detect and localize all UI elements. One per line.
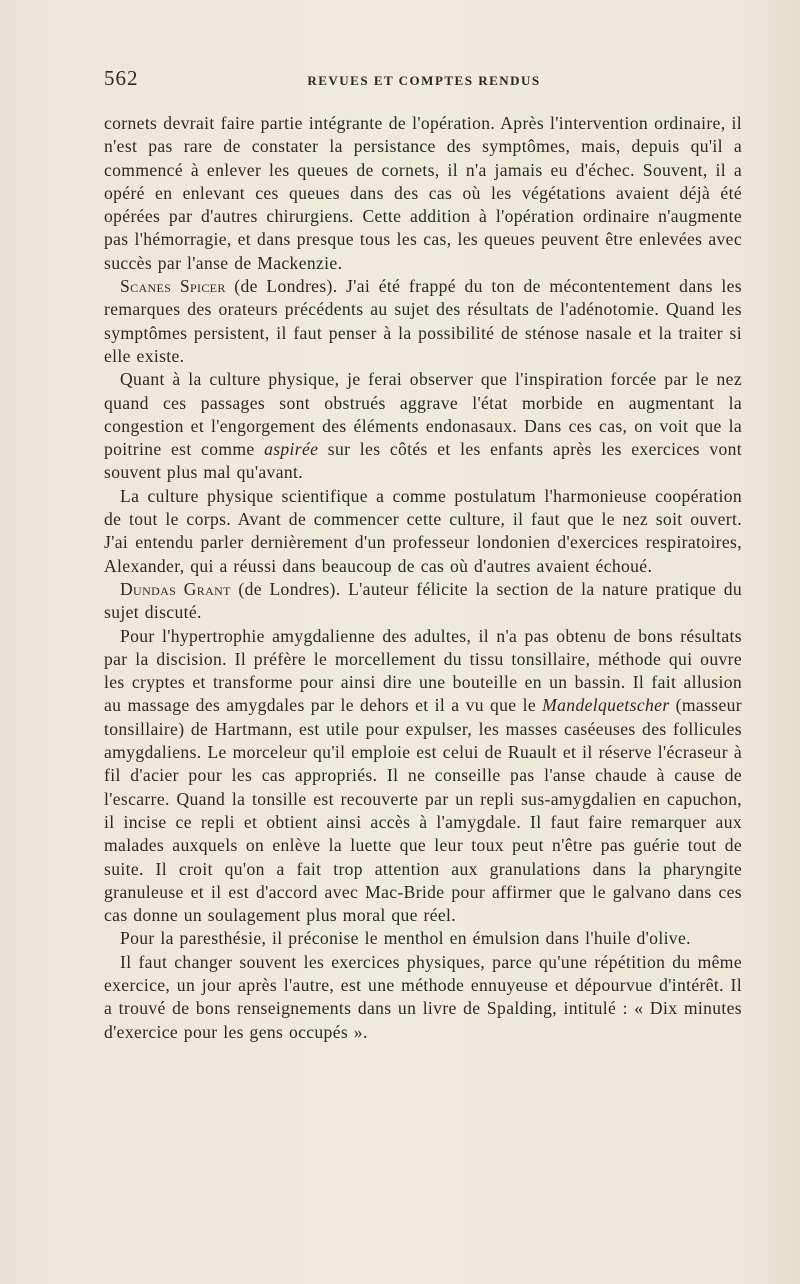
page-number: 562 bbox=[104, 66, 139, 90]
speaker-name: Dundas Grant bbox=[120, 578, 231, 599]
paragraph bbox=[104, 927, 742, 950]
speaker-name: Scanes Spicer bbox=[120, 276, 226, 297]
paragraph bbox=[104, 578, 742, 625]
paragraph bbox=[104, 485, 742, 578]
paragraph bbox=[104, 951, 742, 1044]
paragraph-text: Pour l'hypertrophie amygdalienne des adultes, il n'a pas obtenu de bons résultats par la discision. Il préfère le morcellement du tissu tonsillaire, méthode qui ouvre les cryptes et transforme pour ainsi dire une bouteille en un bassin. Il fait allusion au massage des amygdales par le dehors et il a vu que le bbox=[104, 625, 742, 716]
body-text bbox=[104, 112, 742, 1044]
italic-term: aspirée bbox=[264, 439, 319, 460]
paragraph bbox=[104, 275, 742, 368]
page-header bbox=[104, 66, 744, 96]
italic-term: Mandelquetscher bbox=[542, 695, 670, 716]
paragraph-text: sur les côtés et les enfants après les exercices vont souvent plus mal qu'avant. bbox=[104, 439, 742, 483]
paragraph-text: La culture physique scientifique a comme postulatum l'harmonieuse coopération de tout le corps. Avant de commencer cette culture, il faut que le nez soit ouvert. J'ai entendu parler dernièrement d'un professeur londonien d'exercices respiratoires, Alexander, qui a réussi dans beaucoup de cas où d'autres avaient échoué. bbox=[104, 485, 742, 576]
paragraph-text: cornets devrait faire partie intégrante de l'opération. Après l'intervention ordinaire, il n'est pas rare de constater la persistance des symptômes, mais, depuis qu'il a commencé à enlever les queues de cornets, il n'a jamais eu d'échec. Souvent, il a opéré en enlevant ces queues dans des cas où les végétations avaient déjà été opérées par d'autres chirurgiens. Cette addition à l'opération ordinaire n'augmente pas l'hémorragie, et dans presque tous les cas, les queues peuvent être enlevées avec succès par l'anse de Mackenzie. bbox=[104, 113, 742, 273]
paragraph-text: (de Londres). L'auteur félicite la section de la nature pratique du sujet discuté. bbox=[104, 578, 742, 623]
running-title: REVUES ET COMPTES RENDUS bbox=[307, 73, 541, 88]
paragraph bbox=[104, 112, 742, 275]
paragraph-text: Pour la paresthésie, il préconise le menthol en émulsion dans l'huile d'olive. bbox=[120, 928, 691, 949]
paragraph-text: Quant à la culture physique, je ferai observer que l'inspiration forcée par le nez quand ces passages sont obstrués aggrave l'état morbide en augmentant la congestion et l'engorgement des éléments endonasaux. Dans ces cas, on voit que la poitrine est comme bbox=[104, 369, 742, 460]
paragraph bbox=[104, 625, 742, 928]
paragraph-text: Il faut changer souvent les exercices physiques, parce qu'une répétition du même exercice, un jour après l'autre, est une méthode ennuyeuse et dépourvue d'intérêt. Il a trouvé de bons renseignements dans un livre de Spalding, intitulé : « Dix minutes d'exercice pour les gens occupés ». bbox=[104, 951, 742, 1042]
paragraph-text: (masseur tonsillaire) de Hartmann, est utile pour expulser, les masses caséeuses des follicules amygdaliens. Le morceleur qu'il emploie est celui de Ruault et il réserve l'écraseur à fil d'acier pour les cas appropriés. Il ne conseille pas l'anse chaude à cause de l'escarre. Quand la tonsille est recouverte par un repli sus-amygdalien en capuchon, il incise ce repli et obtient ainsi accès à l'amygdale. Il faut faire remarquer aux malades auxquels on enlève la luette que leur toux peut n'être pas guérie tout de suite. Il croit qu'on a fait trop attention aux granulations dans la pharyngite granuleuse et il est d'accord avec Mac-Bride pour affirmer que le galvano dans ces cas donne un soulagement plus moral que réel. bbox=[104, 695, 742, 926]
paragraph-text: (de Londres). J'ai été frappé du ton de mécontentement dans les remarques des orateurs précédents au sujet des résultats de l'adénotomie. Quand les symptômes persistent, il faut penser à la possibilité de sténose nasale et la traiter si elle existe. bbox=[104, 276, 743, 366]
paragraph bbox=[104, 368, 742, 484]
